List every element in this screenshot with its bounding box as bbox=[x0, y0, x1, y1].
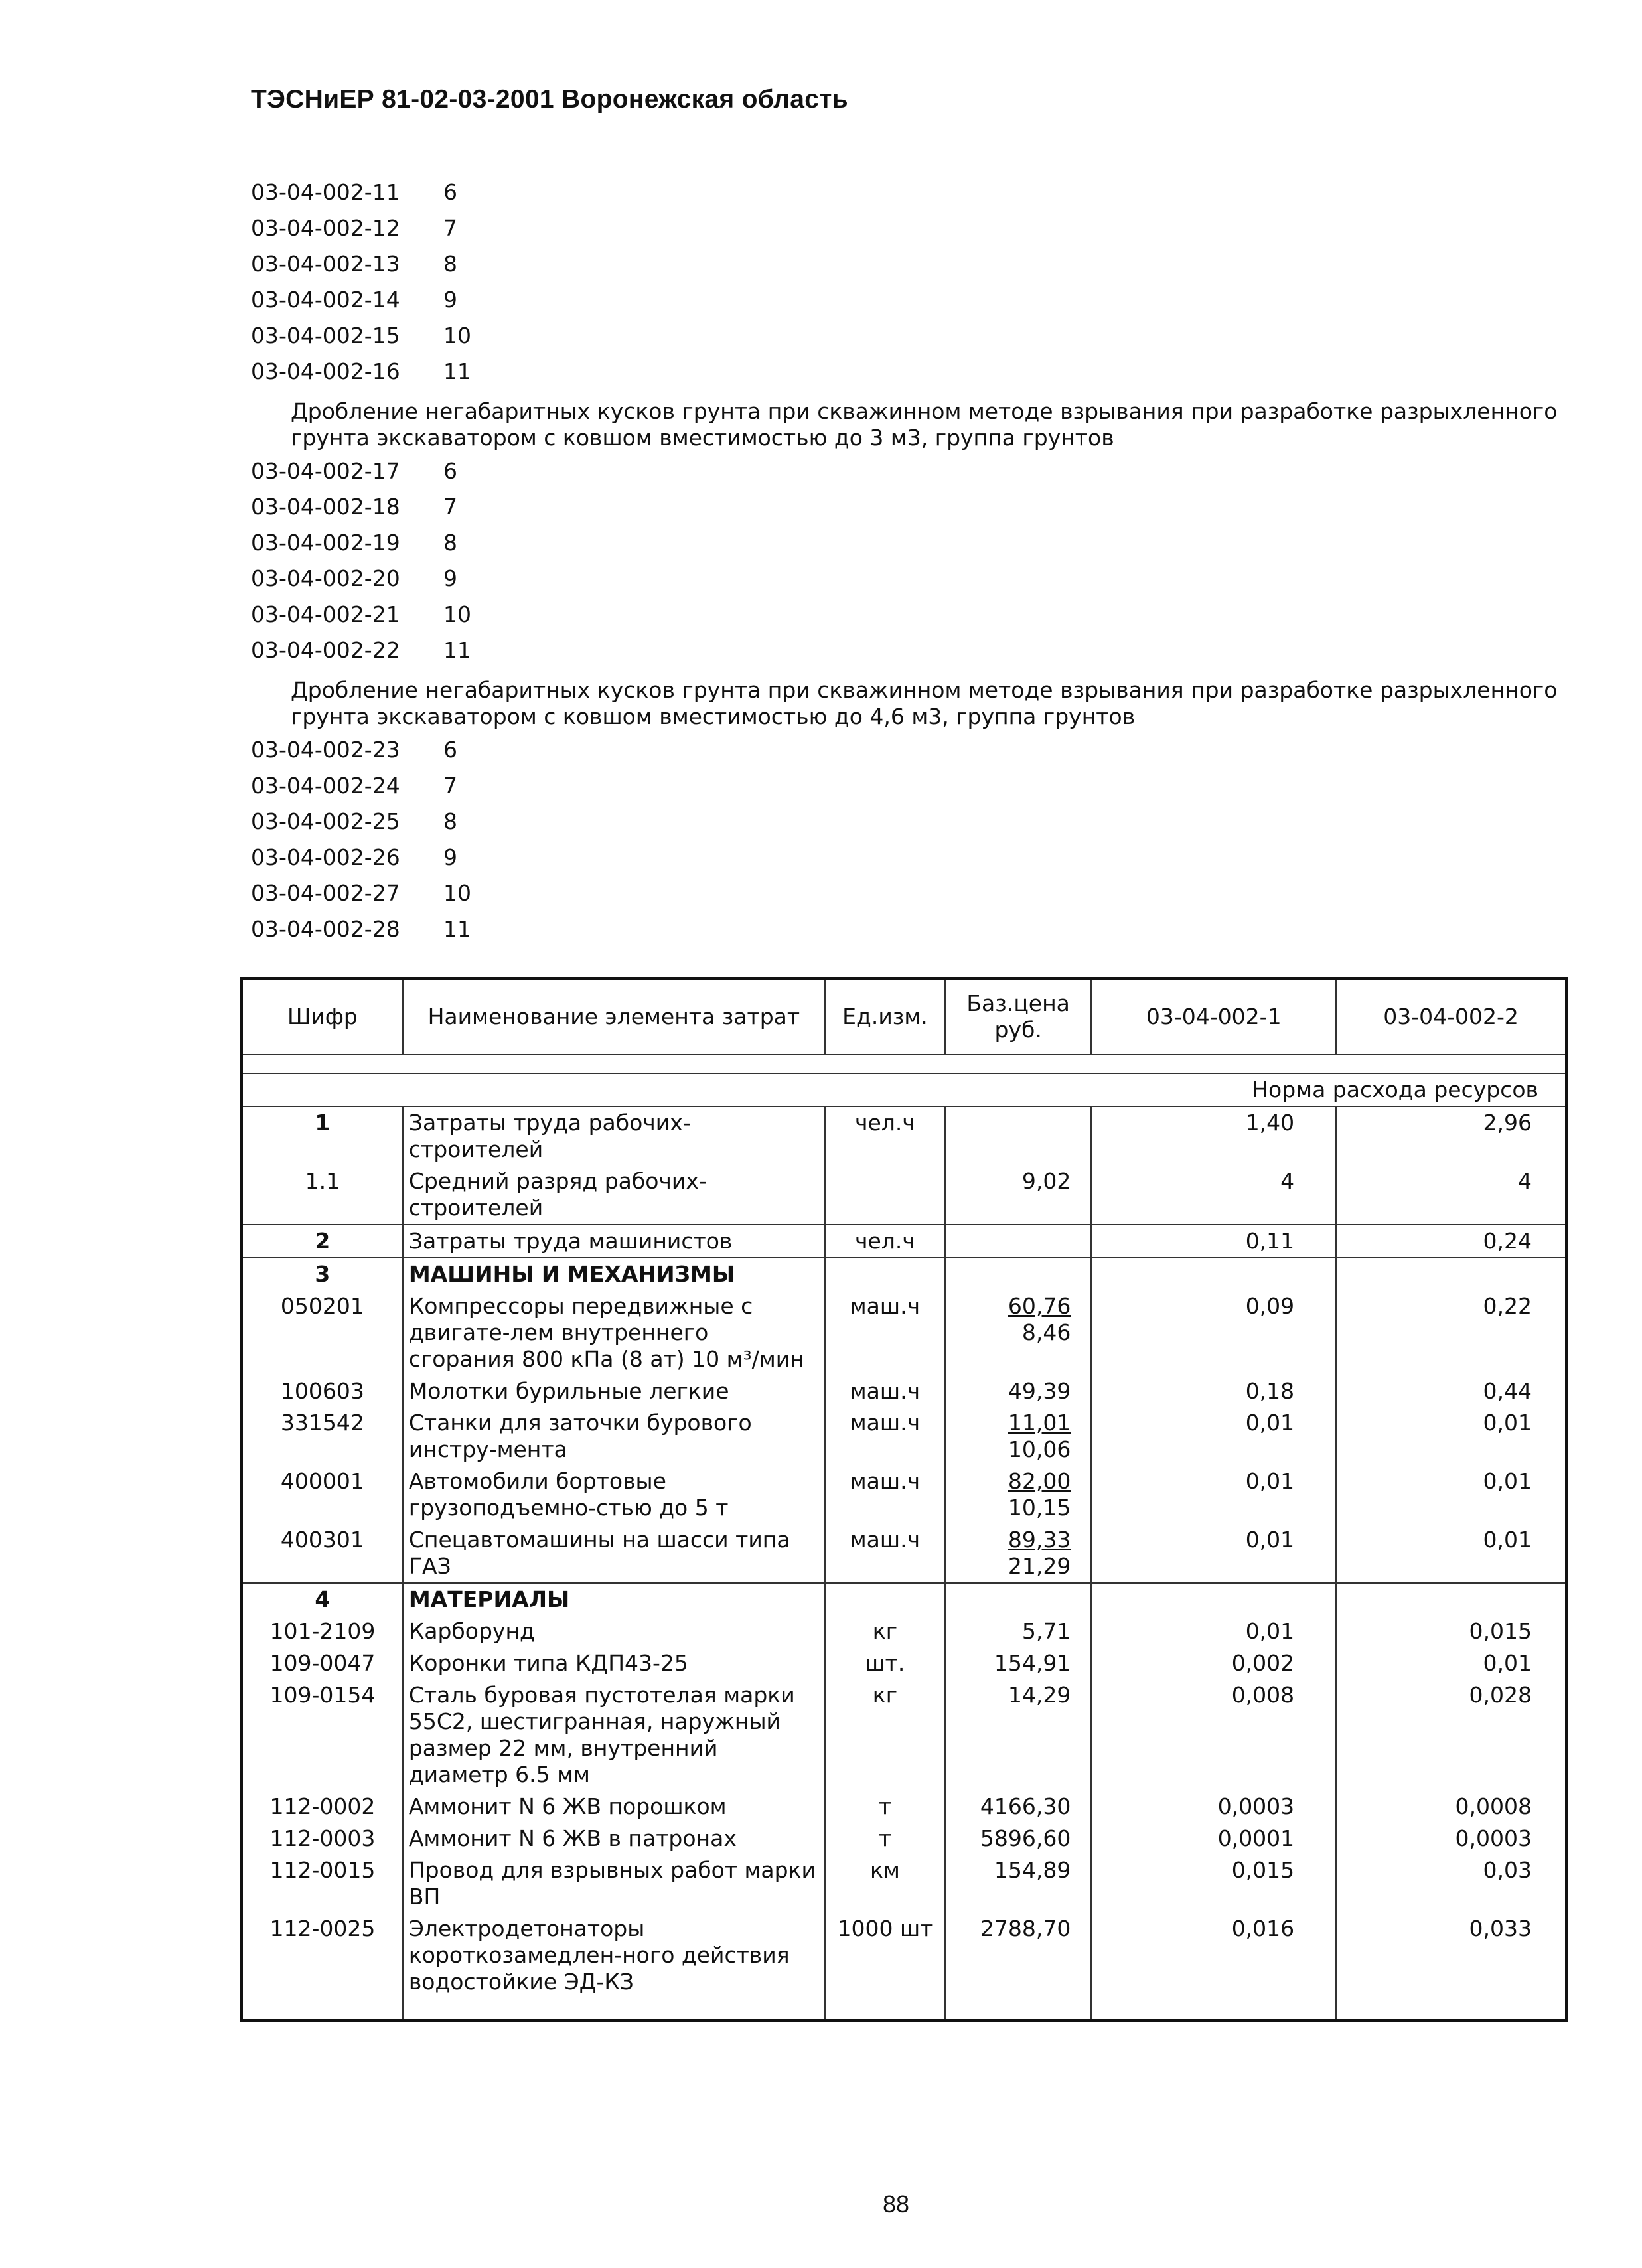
cell-code: 109-0047 bbox=[242, 1647, 403, 1679]
cell-price bbox=[945, 1854, 1091, 1913]
cell-unit: маш.ч bbox=[825, 1407, 945, 1466]
table-row bbox=[242, 1258, 1566, 1290]
table-row bbox=[242, 1913, 1566, 1998]
cell-norm-2: 0,44 bbox=[1336, 1375, 1566, 1407]
cell-norm-1: 0,18 bbox=[1091, 1375, 1336, 1407]
cell-norm-1: 0,0003 bbox=[1091, 1791, 1336, 1823]
cell-price bbox=[945, 1407, 1091, 1466]
cell-norm-2: 0,22 bbox=[1336, 1290, 1566, 1375]
list-item bbox=[251, 880, 1618, 916]
cell-norm-2: 0,0003 bbox=[1336, 1823, 1566, 1854]
group-description: Дробление негабаритных кусков грунта при скважинном методе взрывания при разработке разрыхленного грунта экскаватором с ковшом вместимостью до 3 м3, группа грунтов bbox=[291, 398, 1558, 451]
page-title: ТЭСНиЕР 81-02-03-2001 Воронежская область bbox=[251, 85, 848, 113]
code-list bbox=[251, 179, 1618, 952]
code-text: 03-04-002-27 bbox=[251, 880, 400, 906]
header-code: Шифр bbox=[242, 978, 403, 1055]
filler-cell bbox=[242, 1998, 403, 2020]
cell-name: МАШИНЫ И МЕХАНИЗМЫ bbox=[403, 1258, 825, 1290]
group-text: 11 bbox=[443, 637, 471, 663]
price-wage-value: 8,46 bbox=[1021, 1320, 1071, 1345]
cell-price bbox=[945, 1679, 1091, 1791]
cell-norm-1: 0,01 bbox=[1091, 1524, 1336, 1583]
cell-norm-2: 0,03 bbox=[1336, 1854, 1566, 1913]
group-description: Дробление негабаритных кусков грунта при скважинном методе взрывания при разработке разрыхленного грунта экскаватором с ковшом вместимостью до 4,6 м3, группа грунтов bbox=[291, 677, 1558, 729]
group-text: 8 bbox=[443, 808, 457, 834]
cell-name: Затраты труда машинистов bbox=[403, 1225, 825, 1258]
cell-code: 400301 bbox=[242, 1524, 403, 1583]
cell-norm-2 bbox=[1336, 1583, 1566, 1616]
cell-price bbox=[945, 1225, 1091, 1258]
cell-name: Аммонит N 6 ЖВ в патронах bbox=[403, 1823, 825, 1854]
price-value: 60,76 bbox=[1008, 1293, 1071, 1319]
code-text: 03-04-002-11 bbox=[251, 179, 400, 205]
price-value: 154,89 bbox=[994, 1857, 1071, 1883]
cell-name: Электродетонаторы короткозамедлен-ного действия водостойкие ЭД-КЗ bbox=[403, 1913, 825, 1998]
code-text: 03-04-002-17 bbox=[251, 458, 400, 484]
group-text: 10 bbox=[443, 880, 471, 906]
cell-price bbox=[945, 1466, 1091, 1524]
cell-norm-1: 0,002 bbox=[1091, 1647, 1336, 1679]
group-text: 9 bbox=[443, 566, 457, 591]
cell-price bbox=[945, 1524, 1091, 1583]
group-text: 9 bbox=[443, 844, 457, 870]
group-text: 10 bbox=[443, 323, 471, 348]
code-text: 03-04-002-22 bbox=[251, 637, 400, 663]
cell-unit bbox=[825, 1258, 945, 1290]
price-value: 89,33 bbox=[1008, 1527, 1071, 1552]
cell-price bbox=[945, 1647, 1091, 1679]
list-item bbox=[251, 458, 1618, 494]
list-item bbox=[251, 637, 1618, 673]
price-value: 5,71 bbox=[1021, 1618, 1071, 1644]
cell-code: 109-0154 bbox=[242, 1679, 403, 1791]
code-text: 03-04-002-28 bbox=[251, 916, 400, 942]
page-number: 88 bbox=[883, 2190, 910, 2218]
table-row bbox=[242, 1854, 1566, 1913]
code-text: 03-04-002-16 bbox=[251, 358, 400, 384]
code-text: 03-04-002-23 bbox=[251, 737, 400, 763]
list-item bbox=[251, 287, 1618, 323]
resource-norm-table bbox=[240, 977, 1568, 2022]
cell-code: 101-2109 bbox=[242, 1616, 403, 1647]
cell-unit: кг bbox=[825, 1679, 945, 1791]
cell-unit bbox=[825, 1166, 945, 1225]
cell-norm-1 bbox=[1091, 1583, 1336, 1616]
cell-norm-1: 0,01 bbox=[1091, 1407, 1336, 1466]
cell-norm-2: 0,033 bbox=[1336, 1913, 1566, 1998]
price-value: 4166,30 bbox=[980, 1793, 1071, 1819]
cell-name: Средний разряд рабочих-строителей bbox=[403, 1166, 825, 1225]
cell-norm-1: 0,008 bbox=[1091, 1679, 1336, 1791]
group-text: 6 bbox=[443, 737, 457, 763]
filler-cell bbox=[403, 1998, 825, 2020]
cell-code: 112-0025 bbox=[242, 1913, 403, 1998]
cell-norm-2: 0,0008 bbox=[1336, 1791, 1566, 1823]
cell-unit: т bbox=[825, 1791, 945, 1823]
list-item bbox=[251, 323, 1618, 358]
cell-norm-2 bbox=[1336, 1258, 1566, 1290]
group-text: 11 bbox=[443, 916, 471, 942]
cell-norm-1 bbox=[1091, 1258, 1336, 1290]
cell-unit: маш.ч bbox=[825, 1466, 945, 1524]
cell-unit: маш.ч bbox=[825, 1375, 945, 1407]
table-row bbox=[242, 1407, 1566, 1466]
cell-norm-1: 0,09 bbox=[1091, 1290, 1336, 1375]
cell-price bbox=[945, 1166, 1091, 1225]
cell-norm-1: 4 bbox=[1091, 1166, 1336, 1225]
table-row bbox=[242, 1647, 1566, 1679]
price-wage-value: 10,06 bbox=[1008, 1436, 1071, 1462]
list-item bbox=[251, 601, 1618, 637]
filler-cell bbox=[825, 1998, 945, 2020]
table-row bbox=[242, 1583, 1566, 1616]
cell-norm-1: 1,40 bbox=[1091, 1106, 1336, 1166]
cell-norm-2: 0,01 bbox=[1336, 1524, 1566, 1583]
group-text: 7 bbox=[443, 494, 457, 520]
group-text: 11 bbox=[443, 358, 471, 384]
cell-code: 4 bbox=[242, 1583, 403, 1616]
cell-code: 112-0015 bbox=[242, 1854, 403, 1913]
cell-price bbox=[945, 1290, 1091, 1375]
list-item bbox=[251, 358, 1618, 394]
table-row bbox=[242, 1466, 1566, 1524]
code-text: 03-04-002-25 bbox=[251, 808, 400, 834]
group-text: 8 bbox=[443, 251, 457, 277]
group-text: 7 bbox=[443, 215, 457, 241]
table-row bbox=[242, 1616, 1566, 1647]
cell-code: 2 bbox=[242, 1225, 403, 1258]
cell-code: 112-0002 bbox=[242, 1791, 403, 1823]
list-item bbox=[251, 844, 1618, 880]
cell-price bbox=[945, 1823, 1091, 1854]
list-item bbox=[251, 530, 1618, 566]
cell-price bbox=[945, 1791, 1091, 1823]
table-row bbox=[242, 1225, 1566, 1258]
table-header-row bbox=[242, 978, 1566, 1055]
cell-name: Автомобили бортовые грузоподъемно-стью до 5 т bbox=[403, 1466, 825, 1524]
header-col2: 03-04-002-2 bbox=[1336, 978, 1566, 1055]
filler-cell bbox=[945, 1998, 1091, 2020]
cell-name: Спецавтомашины на шасси типа ГАЗ bbox=[403, 1524, 825, 1583]
list-item bbox=[251, 179, 1618, 215]
filler-cell bbox=[1091, 1998, 1336, 2020]
header-col1: 03-04-002-1 bbox=[1091, 978, 1336, 1055]
group-text: 6 bbox=[443, 458, 457, 484]
table-row bbox=[242, 1375, 1566, 1407]
cell-code: 100603 bbox=[242, 1375, 403, 1407]
header-name: Наименование элемента затрат bbox=[403, 978, 825, 1055]
code-text: 03-04-002-14 bbox=[251, 287, 400, 313]
cell-code: 1.1 bbox=[242, 1166, 403, 1225]
list-item bbox=[251, 566, 1618, 601]
code-text: 03-04-002-19 bbox=[251, 530, 400, 556]
cell-code: 112-0003 bbox=[242, 1823, 403, 1854]
price-wage-value: 21,29 bbox=[1008, 1553, 1071, 1579]
norm-label: Норма расхода ресурсов bbox=[242, 1073, 1566, 1106]
code-text: 03-04-002-26 bbox=[251, 844, 400, 870]
cell-name: Коронки типа КДП43-25 bbox=[403, 1647, 825, 1679]
cell-norm-2: 0,24 bbox=[1336, 1225, 1566, 1258]
code-text: 03-04-002-21 bbox=[251, 601, 400, 627]
cell-name: Карборунд bbox=[403, 1616, 825, 1647]
cell-code: 3 bbox=[242, 1258, 403, 1290]
cell-code: 331542 bbox=[242, 1407, 403, 1466]
cell-name: МАТЕРИАЛЫ bbox=[403, 1583, 825, 1616]
price-value: 82,00 bbox=[1008, 1468, 1071, 1494]
cell-name: Провод для взрывных работ марки ВП bbox=[403, 1854, 825, 1913]
cell-norm-2: 0,01 bbox=[1336, 1647, 1566, 1679]
cell-name: Молотки бурильные легкие bbox=[403, 1375, 825, 1407]
list-item bbox=[251, 251, 1618, 287]
filler-cell bbox=[1336, 1998, 1566, 2020]
cell-unit: чел.ч bbox=[825, 1225, 945, 1258]
list-item bbox=[251, 808, 1618, 844]
cell-norm-1: 0,015 bbox=[1091, 1854, 1336, 1913]
code-text: 03-04-002-13 bbox=[251, 251, 400, 277]
cell-unit: км bbox=[825, 1854, 945, 1913]
list-item bbox=[251, 773, 1618, 808]
cell-name: Затраты труда рабочих-строителей bbox=[403, 1106, 825, 1166]
table-row bbox=[242, 1791, 1566, 1823]
cell-price bbox=[945, 1583, 1091, 1616]
cell-norm-1: 0,11 bbox=[1091, 1225, 1336, 1258]
cell-name: Аммонит N 6 ЖВ порошком bbox=[403, 1791, 825, 1823]
cell-unit: 1000 шт bbox=[825, 1913, 945, 1998]
header-price: Баз.цена руб. bbox=[945, 978, 1091, 1055]
price-value: 2788,70 bbox=[980, 1916, 1071, 1941]
price-value: 14,29 bbox=[1008, 1682, 1071, 1708]
list-item bbox=[251, 494, 1618, 530]
cell-unit: шт. bbox=[825, 1647, 945, 1679]
list-item bbox=[251, 737, 1618, 773]
cell-code: 1 bbox=[242, 1106, 403, 1166]
table-row bbox=[242, 1166, 1566, 1225]
cell-code: 050201 bbox=[242, 1290, 403, 1375]
table-row bbox=[242, 1290, 1566, 1375]
price-value: 49,39 bbox=[1008, 1378, 1071, 1404]
table-row bbox=[242, 1524, 1566, 1583]
cell-price bbox=[945, 1258, 1091, 1290]
group-text: 10 bbox=[443, 601, 471, 627]
cell-norm-2: 0,028 bbox=[1336, 1679, 1566, 1791]
code-text: 03-04-002-20 bbox=[251, 566, 400, 591]
table-row bbox=[242, 1823, 1566, 1854]
group-text: 9 bbox=[443, 287, 457, 313]
cell-name: Компрессоры передвижные с двигате-лем внутреннего сгорания 800 кПа (8 ат) 10 м³/мин bbox=[403, 1290, 825, 1375]
table-filler-row bbox=[242, 1998, 1566, 2020]
cell-unit: кг bbox=[825, 1616, 945, 1647]
table-row bbox=[242, 1106, 1566, 1166]
list-item bbox=[251, 215, 1618, 251]
cell-unit: чел.ч bbox=[825, 1106, 945, 1166]
cell-code: 400001 bbox=[242, 1466, 403, 1524]
cell-price bbox=[945, 1375, 1091, 1407]
cell-norm-2: 4 bbox=[1336, 1166, 1566, 1225]
cell-norm-2: 2,96 bbox=[1336, 1106, 1566, 1166]
cell-name: Сталь буровая пустотелая марки 55С2, шестигранная, наружный размер 22 мм, внутренний диаметр 6.5 мм bbox=[403, 1679, 825, 1791]
cell-price bbox=[945, 1913, 1091, 1998]
cell-price bbox=[945, 1616, 1091, 1647]
table-row bbox=[242, 1679, 1566, 1791]
price-wage-value: 10,15 bbox=[1008, 1495, 1071, 1521]
cell-norm-1: 0,01 bbox=[1091, 1616, 1336, 1647]
price-value: 11,01 bbox=[1008, 1410, 1071, 1436]
cell-norm-2: 0,01 bbox=[1336, 1407, 1566, 1466]
cell-name: Станки для заточки бурового инстру-мента bbox=[403, 1407, 825, 1466]
group-text: 6 bbox=[443, 179, 457, 205]
list-item bbox=[251, 916, 1618, 952]
cell-unit: т bbox=[825, 1823, 945, 1854]
header-unit: Ед.изм. bbox=[825, 978, 945, 1055]
cell-norm-2: 0,01 bbox=[1336, 1466, 1566, 1524]
spacer-row bbox=[242, 1055, 1566, 1073]
cell-norm-1: 0,01 bbox=[1091, 1466, 1336, 1524]
cell-unit: маш.ч bbox=[825, 1524, 945, 1583]
cell-norm-2: 0,015 bbox=[1336, 1616, 1566, 1647]
cell-price bbox=[945, 1106, 1091, 1166]
cell-norm-1: 0,016 bbox=[1091, 1913, 1336, 1998]
group-text: 8 bbox=[443, 530, 457, 556]
cell-unit bbox=[825, 1583, 945, 1616]
group-text: 7 bbox=[443, 773, 457, 798]
norm-label-row bbox=[242, 1073, 1566, 1106]
cell-norm-1: 0,0001 bbox=[1091, 1823, 1336, 1854]
price-value: 9,02 bbox=[1021, 1168, 1071, 1194]
cell-unit: маш.ч bbox=[825, 1290, 945, 1375]
code-text: 03-04-002-15 bbox=[251, 323, 400, 348]
code-text: 03-04-002-12 bbox=[251, 215, 400, 241]
code-text: 03-04-002-18 bbox=[251, 494, 400, 520]
code-text: 03-04-002-24 bbox=[251, 773, 400, 798]
price-value: 154,91 bbox=[994, 1650, 1071, 1676]
price-value: 5896,60 bbox=[980, 1825, 1071, 1851]
